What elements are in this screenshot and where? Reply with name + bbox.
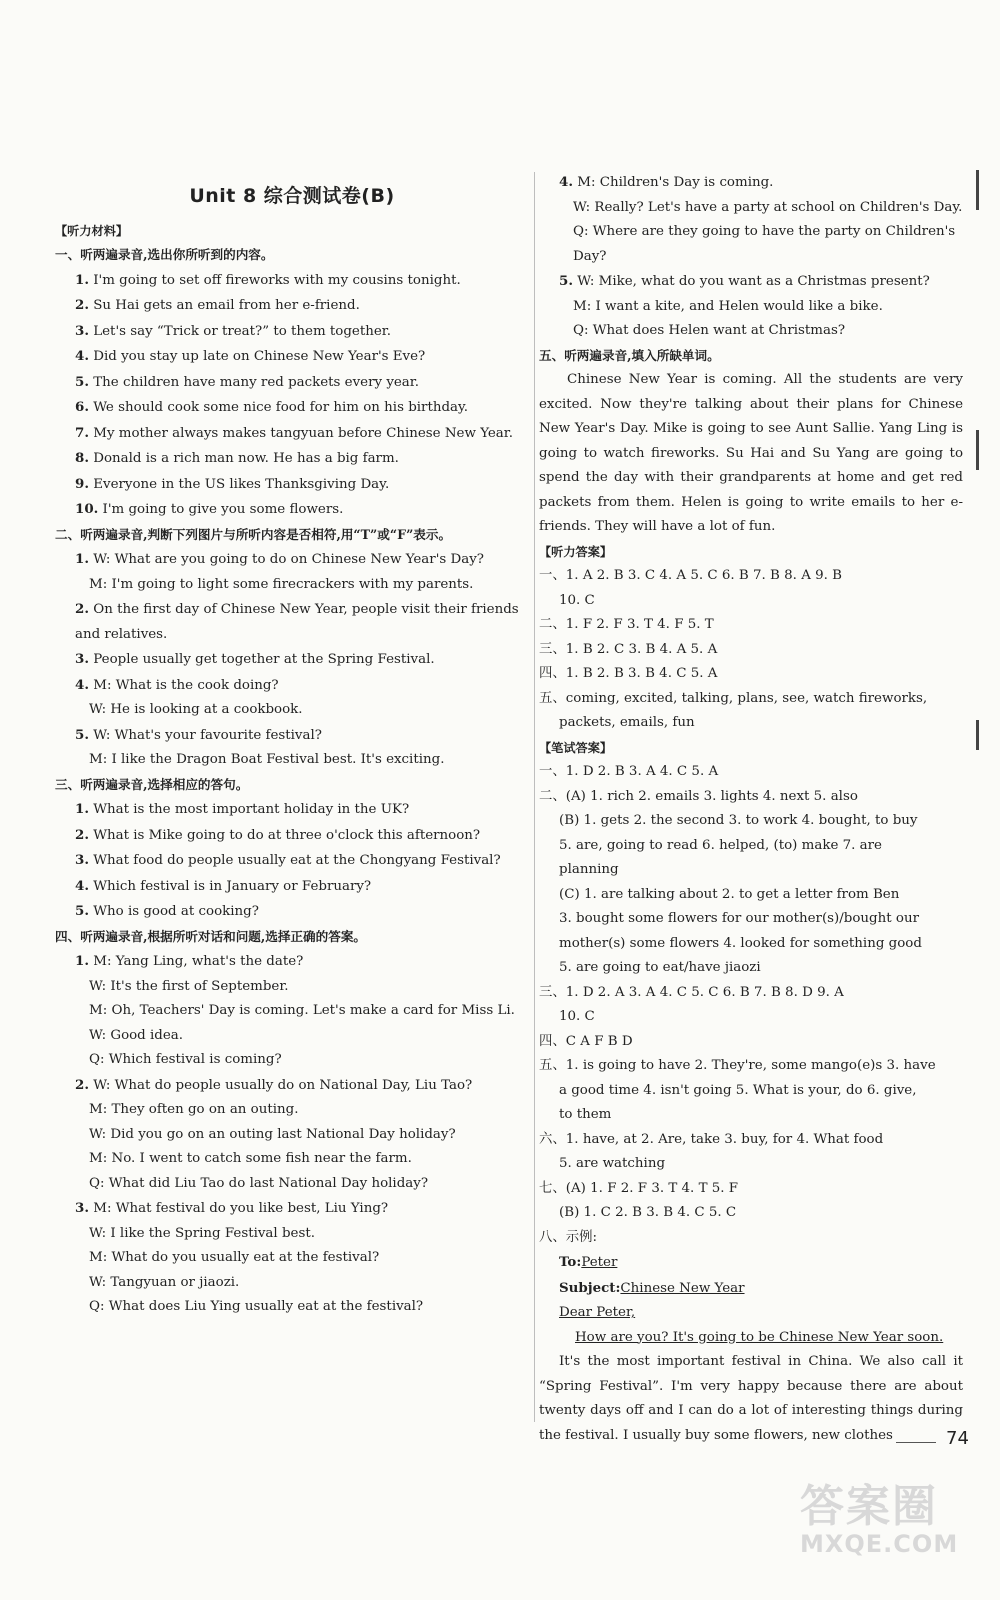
item-text: My mother always makes tangyuan before Chinese New Year. [88, 425, 513, 441]
answer-line: 六、1. have, at 2. Are, take 3. buy, for 4. What food [539, 1131, 884, 1147]
section-4-continued [539, 170, 963, 344]
watermark-top: 答案圈 [800, 1481, 938, 1532]
listening-material-heading: 【听力材料】 [55, 223, 129, 238]
dialog-line [55, 597, 529, 647]
dialog-text: Q: What did Liu Tao do last National Day holiday? [89, 1175, 429, 1191]
dialog-text: W: Good idea. [89, 1027, 184, 1043]
dialog-line [55, 723, 529, 749]
item-text: We should cook some nice food for him on his birthday. [88, 400, 469, 415]
dialog-text: W: Tangyuan or jiaozi. [89, 1274, 240, 1290]
email-subject: Subject:Chinese New Year [559, 1279, 745, 1296]
answer-line: packets, emails, fun [559, 715, 695, 730]
email-to: To:Peter [559, 1254, 618, 1270]
dialog-line [55, 1295, 529, 1320]
dialog-text: M: What is the cook doing? [88, 677, 279, 693]
answer-line: 二、(A) 1. rich 2. emails 3. lights 4. next 5. also [539, 788, 858, 804]
dialog-text: W: Really? Let's have a party at school on Children's Day. [573, 199, 963, 215]
dialog-line [55, 1271, 529, 1296]
dialog-line [55, 999, 529, 1024]
section-3-list [55, 797, 529, 925]
item-number: 7. [75, 424, 89, 441]
dialog-text: W: He is looking at a cookbook. [89, 702, 303, 717]
dialog-text: M: No. I went to catch some fish near the farm. [89, 1151, 412, 1166]
section-5-passage: Chinese New Year is coming. All the students are very excited. Now they're talking about their plans for Chinese New Year's Day. Mike is going to see Aunt Sallie. Yang Ling is going to watch fireworks. Su Hai and Su Yang are going to spend the day with their grandparents at home and get red packets from them. Helen is going to write emails to her e-friends. They will have a lot of fun. [539, 372, 963, 534]
dialog-line [539, 319, 963, 344]
answer-line: (B) 1. gets 2. the second 3. to work 4. bought, to buy [559, 813, 918, 828]
list-item [55, 472, 529, 498]
item-number: 3. [75, 651, 89, 667]
item-number: 4. [75, 676, 89, 693]
item-number: 5. [75, 903, 89, 919]
answer-line: planning [559, 862, 619, 877]
item-text: I'm going to set off fireworks with my cousins tonight. [88, 272, 461, 288]
page-title: Unit 8 综合测试卷(B) [189, 185, 395, 207]
dialog-line [55, 1147, 529, 1172]
list-item [55, 293, 529, 319]
list-item [55, 797, 529, 823]
item-number: 4. [75, 348, 89, 364]
item-number: 1. [75, 953, 89, 969]
dialog-text: M: Yang Ling, what's the date? [88, 954, 304, 969]
dialog-text: W: I like the Spring Festival best. [89, 1225, 315, 1241]
answer-line: to them [559, 1107, 612, 1122]
list-item [55, 874, 529, 900]
answer-line: (B) 1. C 2. B 3. B 4. C 5. C [559, 1205, 737, 1220]
dialog-text: M: Children's Day is coming. [572, 175, 774, 190]
dialog-line [55, 1098, 529, 1123]
item-number: 1. [75, 271, 89, 288]
list-item [55, 446, 529, 472]
dialog-line [55, 975, 529, 1000]
answer-line: 二、1. F 2. F 3. T 4. F 5. T [539, 617, 714, 632]
dialog-line [55, 573, 529, 598]
page-number-dash [896, 1442, 936, 1443]
dialog-text: People usually get together at the Spring Festival. [88, 652, 435, 667]
item-text: Let's say “Trick or treat?” to them together. [88, 323, 391, 339]
item-number: 6. [75, 399, 89, 415]
item-text: The children have many red packets every year. [88, 374, 419, 390]
dialog-line [55, 748, 529, 773]
left-column [55, 176, 529, 1320]
answer-line: a good time 4. isn't going 5. What is your, do 6. give, [559, 1082, 917, 1098]
item-text: Everyone in the US likes Thanksgiving Day. [88, 476, 390, 492]
item-number: 2. [75, 1076, 89, 1093]
dialog-line [55, 673, 529, 699]
answer-line: 10. C [559, 1009, 595, 1024]
item-number: 1. [75, 551, 89, 567]
answer-line: 5. are going to eat/have jiaozi [559, 960, 761, 975]
item-text: Donald is a rich man now. He has a big farm. [88, 451, 399, 466]
answer-line: 一、1. D 2. B 3. A 4. C 5. A [539, 764, 719, 779]
item-number: 4. [75, 877, 89, 894]
item-number: 2. [75, 297, 89, 313]
dialog-text: M: I'm going to light some firecrackers with my parents. [89, 576, 474, 592]
dialog-text: Q: What does Helen want at Christmas? [573, 323, 845, 338]
dialog-text: W: What's your favourite festival? [88, 727, 322, 743]
written-answers-heading: 【笔试答案】 [539, 740, 613, 755]
right-column [539, 170, 963, 1448]
section-4-title: 四、听两遍录音,根据所听对话和问题,选择正确的答案。 [55, 928, 367, 944]
answer-line: 八、示例: [539, 1229, 598, 1245]
answer-line: 10. C [559, 592, 595, 608]
item-number: 5. [559, 273, 573, 289]
dialog-text: M: What festival do you like best, Liu Ying? [88, 1201, 389, 1216]
answer-line: (C) 1. are talking about 2. to get a letter from Ben [559, 886, 900, 902]
page-edge-mark [976, 720, 979, 750]
item-text: What is the most important holiday in the UK? [88, 802, 410, 817]
answer-line: 五、1. is going to have 2. They're, some mango(e)s 3. have [539, 1058, 936, 1073]
item-number: 2. [75, 826, 89, 843]
item-text: What is Mike going to do at three o'clock this afternoon? [88, 827, 481, 843]
email-body: It's the most important festival in China. We also call it “Spring Festival”. I'm very happy because there are about twenty days off and I can do a lot of interesting things during the festival. I usually buy some flowers, new clothes [539, 1354, 963, 1443]
list-item [55, 848, 529, 874]
item-text: Did you stay up late on Chinese New Year's Eve? [88, 349, 426, 364]
section-1-list [55, 268, 529, 523]
dialog-line [539, 196, 963, 221]
dialog-line [55, 949, 529, 975]
dialog-text: On the first day of Chinese New Year, people visit their friends and relatives. [75, 602, 519, 642]
list-item [55, 370, 529, 396]
item-number: 5. [75, 373, 89, 390]
answer-line: 三、1. B 2. C 3. B 4. A 5. A [539, 641, 718, 657]
dialog-text: M: They often go on an outing. [89, 1102, 299, 1117]
item-number: 5. [75, 726, 89, 743]
answer-line: 五、coming, excited, talking, plans, see, watch fireworks, [539, 690, 928, 706]
dialog-line [539, 220, 963, 269]
item-text: Su Hai gets an email from her e-friend. [88, 298, 360, 313]
listening-answers [539, 564, 963, 736]
dialog-line [539, 170, 963, 196]
dialog-line [55, 647, 529, 673]
page-edge-mark [976, 430, 979, 470]
answer-line: 5. are watching [559, 1156, 666, 1171]
list-item [55, 421, 529, 447]
dialog-line [55, 1172, 529, 1197]
dialog-line [55, 1123, 529, 1148]
dialog-line [55, 1246, 529, 1271]
answer-line: 四、1. B 2. B 3. B 4. C 5. A [539, 666, 718, 681]
item-number: 4. [559, 174, 573, 190]
answer-line: 一、1. A 2. B 3. C 4. A 5. C 6. B 7. B 8. A 9. B [539, 568, 842, 583]
item-text: Which festival is in January or February? [88, 878, 372, 894]
dialog-line [55, 1073, 529, 1099]
dialog-line [55, 1048, 529, 1073]
answer-line: 三、1. D 2. A 3. A 4. C 5. C 6. B 7. B 8. D 9. A [539, 984, 844, 1000]
list-item [55, 899, 529, 925]
answer-line: mother(s) some flowers 4. looked for something good [559, 935, 922, 951]
page-edge-mark [976, 170, 979, 210]
item-number: 3. [75, 1200, 89, 1216]
dialog-text: M: I like the Dragon Boat Festival best. It's exciting. [89, 752, 445, 767]
page-number: 74 [946, 1428, 969, 1449]
dialog-text: W: What are you going to do on Chinese New Year's Day? [88, 552, 484, 567]
section-4-list [55, 949, 529, 1320]
answer-line: 5. are, going to read 6. helped, (to) make 7. are [559, 837, 882, 853]
item-number: 10. [75, 501, 99, 517]
dialog-text: Q: Which festival is coming? [89, 1052, 282, 1067]
written-answers [539, 760, 963, 1250]
dialog-text: Q: What does Liu Ying usually eat at the festival? [89, 1299, 424, 1314]
dialog-text: Q: Where are they going to have the party on Children's Day? [573, 224, 956, 264]
dialog-line [539, 295, 963, 320]
item-number: 8. [75, 450, 89, 466]
dialog-line [55, 1196, 529, 1222]
email-greeting: Dear Peter, [559, 1305, 636, 1320]
dialog-line [55, 698, 529, 723]
dialog-line [539, 269, 963, 295]
dialog-text: M: What do you usually eat at the festival? [89, 1250, 380, 1265]
dialog-line [55, 1222, 529, 1247]
dialog-text: M: Oh, Teachers' Day is coming. Let's make a card for Miss Li. [89, 1003, 515, 1018]
item-text: Who is good at cooking? [88, 904, 259, 919]
list-item [55, 395, 529, 421]
section-1-title: 一、听两遍录音,选出你所听到的内容。 [55, 247, 274, 262]
item-number: 1. [75, 801, 89, 817]
dialog-text: M: I want a kite, and Helen would like a bike. [573, 298, 883, 314]
item-number: 3. [75, 852, 89, 868]
list-item [55, 344, 529, 370]
section-2-title: 二、听两遍录音,判断下列图片与所听内容是否相符,用“T”或“F”表示。 [55, 526, 452, 542]
dialog-text: W: Mike, what do you want as a Christmas present? [572, 274, 930, 289]
item-text: What food do people usually eat at the Chongyang Festival? [88, 853, 501, 868]
list-item [55, 268, 529, 294]
dialog-text: W: What do people usually do on National Day, Liu Tao? [88, 1077, 473, 1093]
section-5-title: 五、听两遍录音,填入所缺单词。 [539, 347, 720, 363]
list-item [55, 319, 529, 345]
list-item [55, 823, 529, 849]
dialog-text: W: Did you go on an outing last National Day holiday? [89, 1126, 456, 1142]
answer-line: 四、C A F B D [539, 1033, 633, 1049]
section-2-list [55, 547, 529, 773]
section-3-title: 三、听两遍录音,选择相应的答句。 [55, 776, 249, 792]
item-number: 3. [75, 322, 89, 339]
item-number: 9. [75, 475, 89, 492]
listening-answers-heading: 【听力答案】 [539, 544, 613, 559]
list-item [55, 497, 529, 523]
dialog-line [55, 547, 529, 573]
answer-line: 七、(A) 1. F 2. F 3. T 4. T 5. F [539, 1180, 739, 1196]
dialog-line [55, 1024, 529, 1049]
watermark [800, 1470, 1000, 1590]
dialog-text: W: It's the first of September. [89, 978, 289, 994]
answer-line: 3. bought some flowers for our mother(s)/bought our [559, 911, 919, 926]
email-first-line: How are you? It's going to be Chinese New Year soon. [575, 1329, 944, 1345]
item-number: 2. [75, 601, 89, 617]
column-divider [534, 172, 535, 1422]
item-text: I'm going to give you some flowers. [98, 502, 344, 517]
watermark-bottom: MXQE.COM [800, 1530, 959, 1558]
